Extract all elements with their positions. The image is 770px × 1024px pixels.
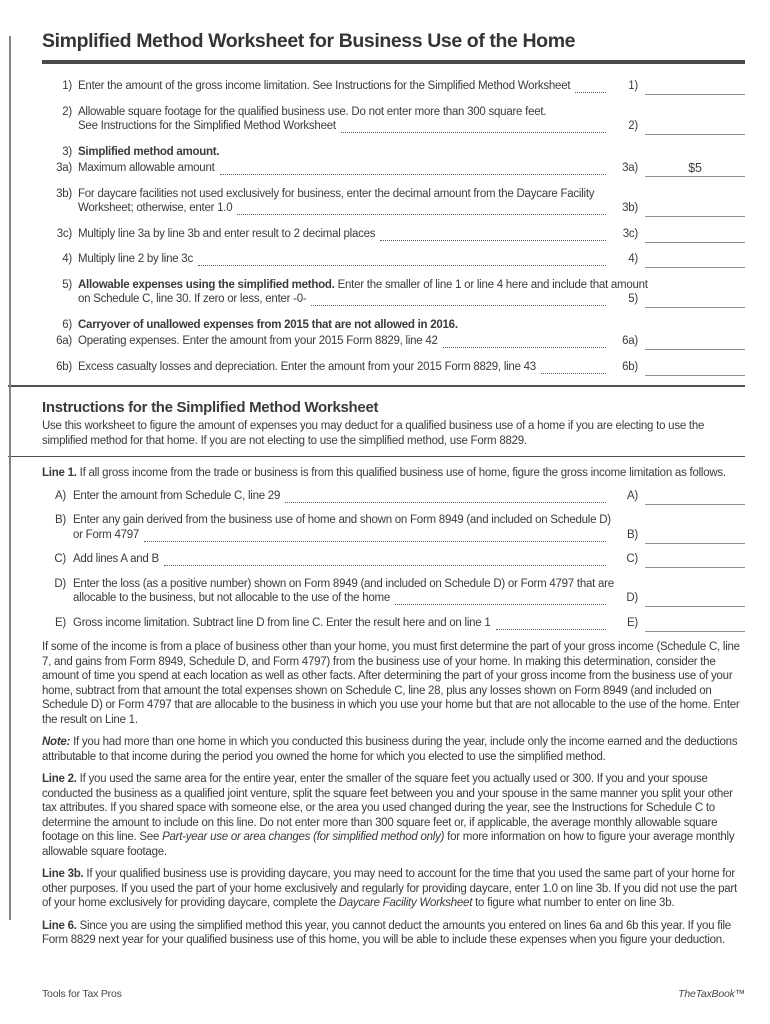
dotted-leader [220, 174, 606, 175]
note-text: If you had more than one home in which you conducted this business during the year, include only the income earned and the deductions attributable to that income during the period you owned the home for which you elected to use the simplified method. [42, 736, 738, 763]
entry-field-6b[interactable] [645, 360, 745, 376]
entry-field-d[interactable] [645, 591, 745, 607]
section-divider [8, 385, 745, 387]
dotted-leader [341, 132, 606, 133]
line3b-text-post: to figure what number to enter on line 3b. [472, 897, 675, 909]
letter-label: D) [54, 577, 66, 590]
worksheet-row-6a [42, 334, 745, 350]
line6-paragraph [42, 919, 745, 948]
lettered-row-c [42, 552, 745, 568]
entry-field-b[interactable] [645, 528, 745, 544]
line2-text-post: for more information on how to figure your average monthly allowable square footage. [42, 831, 735, 858]
dotted-leader [541, 373, 606, 374]
line-number: 2) [62, 105, 72, 118]
dotted-leader [198, 265, 606, 266]
worksheet-section [42, 79, 745, 376]
letter-label: E) [55, 616, 66, 629]
dotted-leader [237, 214, 606, 215]
entry-field-2[interactable] [645, 119, 745, 135]
line-number: 6b) [56, 360, 72, 373]
letter-text: Add lines A and B [73, 553, 159, 565]
entry-field-4[interactable] [645, 252, 745, 268]
entry-field-3b[interactable] [645, 201, 745, 217]
letter-text: Enter the amount from Schedule C, line 29 [73, 489, 281, 502]
line-text: Multiply line 3a by line 3b and enter result to 2 decimal places [78, 227, 376, 240]
lettered-worksheet [42, 489, 745, 632]
line-text: For daycare facilities not used exclusively for business, enter the decimal amount from the Daycare Facility [78, 187, 595, 200]
worksheet-row-3a [42, 161, 745, 177]
line-heading: Carryover of unallowed expenses from 2015 that are not allowed in 2016. [78, 318, 458, 331]
line-text-continued: on Schedule C, line 30. If zero or less, enter -0- [78, 293, 307, 305]
line-text: Enter the amount of the gross income limitation. See Instructions for the Simplified Method Worksheet [78, 80, 571, 92]
line-text: Multiply line 2 by line 3c [78, 253, 193, 265]
entry-letter: D) [626, 592, 638, 604]
worksheet-row-6 [42, 318, 745, 333]
entry-field-3a[interactable] [645, 161, 745, 177]
income-paragraph: If some of the income is from a place of business other than your home, you must first determine the part of your gross income (Schedule C, line 7, and gains from Form 8949, Schedule D, and Form 4797) from the business use of your home. In making this determination, consider the amount of time you spend at each location as well as other facts. After determining the part of your gross income from the business use of your home, subtract from that amount the total expenses shown on Schedule C, line 28, plus any losses shown on Form 8949 (and included on Schedule D) or Form 4797 that are allocable to the business in which you use your home but that are not allocable to the use of the home. Enter the result on Line 1. [42, 641, 740, 726]
line-text: Operating expenses. Enter the amount from your 2015 Form 8829, line 42 [78, 335, 438, 347]
line-number: 3b) [56, 187, 72, 200]
note-lead: Note: [42, 736, 71, 748]
entry-number: 5) [628, 293, 638, 305]
dotted-leader [496, 629, 606, 630]
line2-text-pre: If you used the same area for the entire year, enter the smaller of the square feet you actually used or 300. If you and your spouse conducted the business as a qualified joint venture, split the square feet between you and your spouse in the same manner you split your other tax attributes. If you shared space with someone else, or the area you used changed during the year, see the Instructions for Schedule C to determine the amount to include on this line. Do not enter more than 300 square feet or, if applicable, the average monthly allowable square footage on this line. See [42, 773, 733, 843]
entry-number: 1) [628, 80, 638, 92]
entry-field-1[interactable] [645, 79, 745, 95]
line1-paragraph [42, 466, 745, 481]
instructions-section [42, 399, 745, 948]
note-paragraph [42, 735, 745, 764]
line-text-continued: See Instructions for the Simplified Method Worksheet [78, 120, 336, 132]
line2-italic-reference: Part-year use or area changes (for simplified method only) [162, 831, 445, 843]
instructions-intro: Use this worksheet to figure the amount of expenses you may deduct for a qualified business use of a home if you are electing to use the simplified method for that home. If you are not electing to use the simplified method, use Form 8829. [42, 420, 705, 447]
line-text: Excess casualty losses and depreciation. Enter the amount from your 2015 Form 8829, line 43 [78, 360, 536, 373]
line-number: 6) [62, 318, 72, 331]
entry-number: 3b) [622, 202, 638, 214]
line2-lead: Line 2. [42, 773, 77, 785]
letter-text: Enter any gain derived from the business use of home and shown on Form 8949 (and included on Schedule D) [73, 514, 611, 526]
footer-brand: TheTaxBook™ [678, 988, 745, 1000]
page-edge-line [9, 36, 11, 920]
letter-text-continued: or Form 4797 [73, 528, 140, 541]
entry-letter: B) [627, 528, 638, 541]
entry-number: 6a) [622, 335, 638, 347]
footer-left-text: Tools for Tax Pros [42, 988, 122, 1000]
line-text-continued: Worksheet; otherwise, enter 1.0 [78, 202, 233, 214]
worksheet-row-3 [42, 145, 745, 160]
entry-field-3c[interactable] [645, 227, 745, 243]
worksheet-row-3c [42, 227, 745, 243]
entry-number: 6b) [622, 360, 638, 373]
intro-divider [8, 456, 745, 457]
entry-field-a[interactable] [645, 489, 745, 505]
letter-text-continued: allocable to the business, but not allocable to the use of the home [73, 592, 390, 604]
line1-text: If all gross income from the trade or business is from this qualified business use of home, figure the gross income limitation as follows. [76, 467, 726, 479]
dotted-leader [575, 92, 606, 93]
instructions-heading: Instructions for the Simplified Method Worksheet [42, 399, 379, 416]
line-heading: Simplified method amount. [78, 145, 220, 158]
entry-number: 2) [628, 120, 638, 132]
line-text: Maximum allowable amount [78, 162, 215, 174]
letter-label: C) [54, 553, 66, 565]
line-text: Enter the smaller of line 1 or line 4 here and include that amount [334, 278, 648, 291]
entry-number: 3c) [622, 227, 638, 240]
entry-number: 3a) [622, 162, 638, 174]
lettered-row-a [42, 489, 745, 505]
entry-field-e[interactable] [645, 616, 745, 632]
line2-paragraph [42, 772, 745, 859]
page-footer [42, 988, 745, 1000]
entry-field-5[interactable] [645, 292, 745, 308]
line-text: Allowable square footage for the qualified business use. Do not enter more than 300 square feet. [78, 105, 547, 118]
page-title: Simplified Method Worksheet for Business Use of the Home [42, 30, 745, 64]
line6-text: Since you are using the simplified method this year, you cannot deduct the amounts you entered on lines 6a and 6b this year. If you file Form 8829 next year for your qualified business use of this home, you will be able to include these expenses when you figure your deduction. [42, 919, 731, 946]
line-number: 6a) [56, 335, 72, 347]
worksheet-row-3b [42, 187, 745, 218]
dotted-leader [164, 565, 606, 566]
worksheet-row-1 [42, 79, 745, 95]
line-number: 3a) [56, 162, 72, 174]
dotted-leader [380, 240, 606, 241]
line-heading: Allowable expenses using the simplified method. [78, 278, 335, 291]
letter-text: Enter the loss (as a positive number) shown on Form 8949 (and included on Schedule D) or Form 4797 that are [73, 577, 614, 590]
line3b-italic-reference: Daycare Facility Worksheet [338, 897, 473, 909]
lettered-row-e [42, 616, 745, 632]
line-number: 4) [62, 253, 72, 265]
dotted-leader [395, 604, 606, 605]
letter-label: A) [55, 489, 66, 502]
letter-text: Gross income limitation. Subtract line D from line C. Enter the result here and on line 1 [73, 616, 491, 629]
dotted-leader [311, 305, 606, 306]
lettered-row-b [42, 513, 745, 544]
worksheet-row-4 [42, 252, 745, 268]
worksheet-row-5 [42, 278, 745, 309]
entry-field-c[interactable] [645, 552, 745, 568]
line3b-lead: Line 3b. [42, 868, 84, 880]
entry-letter: E) [627, 616, 638, 629]
worksheet-row-6b [42, 360, 745, 376]
entry-letter: A) [627, 489, 638, 502]
line3b-text-pre: If your qualified business use is providing daycare, you may need to account for the time that you used the same part of your home for other purposes. If you used the part of your home exclusively and regularly for providing daycare, enter 1.0 on line 3b. If you did not use the part of your home exclusively for providing daycare, complete the [42, 868, 737, 909]
lettered-row-d [42, 577, 745, 608]
letter-label: B) [55, 514, 66, 526]
entry-letter: C) [626, 553, 638, 565]
line-number: 3c) [56, 227, 72, 240]
worksheet-row-2 [42, 105, 745, 136]
entry-value: $5 [688, 161, 702, 175]
line-number: 5) [62, 278, 72, 291]
line3b-paragraph [42, 867, 745, 911]
dotted-leader [144, 541, 606, 542]
entry-field-6a[interactable] [645, 334, 745, 350]
line-number: 3) [62, 145, 72, 158]
line-number: 1) [62, 80, 72, 92]
dotted-leader [285, 502, 606, 503]
dotted-leader [443, 347, 606, 348]
line6-lead: Line 6. [42, 919, 77, 932]
line1-lead: Line 1. [42, 467, 77, 479]
entry-number: 4) [628, 253, 638, 265]
